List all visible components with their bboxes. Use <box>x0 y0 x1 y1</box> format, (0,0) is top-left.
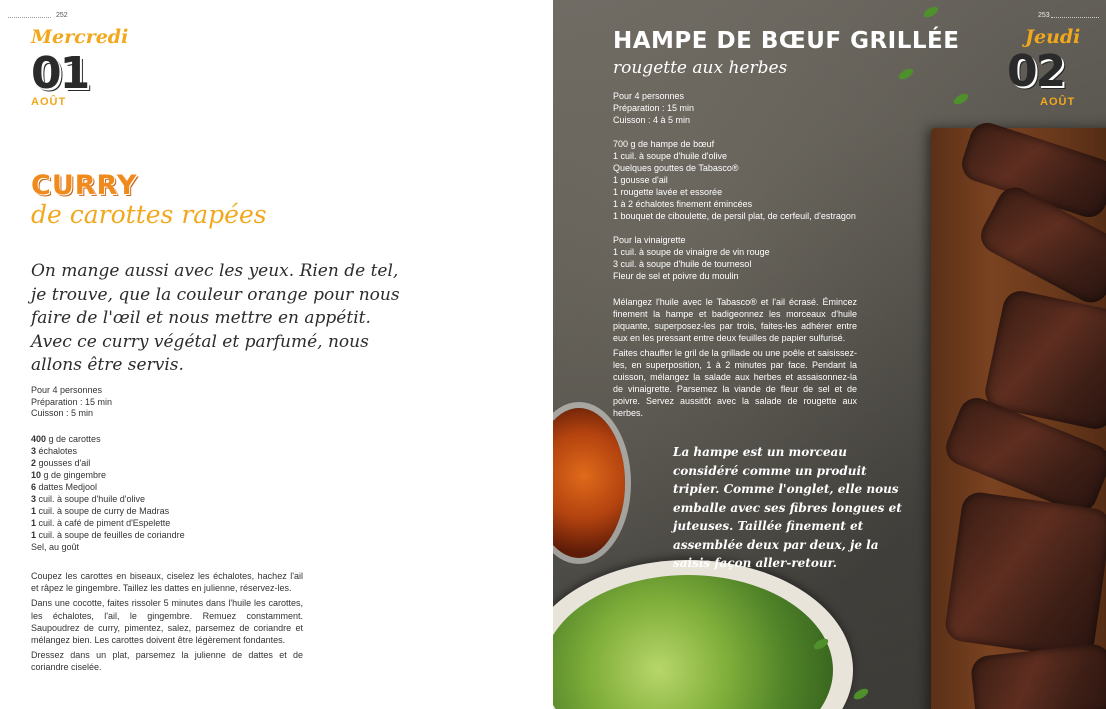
step-paragraph: Dressez dans un plat, parsemez la julienne de dattes et de coriandre ciselée. <box>31 650 303 673</box>
ingredient-list <box>613 138 856 222</box>
herb-leaf <box>922 5 940 20</box>
vinaigrette-heading: Pour la vinaigrette <box>613 235 686 245</box>
ingredient-item: Quelques gouttes de Tabasco® <box>613 163 739 173</box>
ingredient-item: 10 g de gingembre <box>31 470 107 480</box>
steak-slice <box>943 490 1106 659</box>
ingredient-list <box>31 433 185 553</box>
page-number: 252 <box>56 12 68 19</box>
ingredient-item: Fleur de sel et poivre du moulin <box>613 271 739 281</box>
month-label: AOÛT <box>1040 96 1076 108</box>
day-number: 01 <box>31 48 89 99</box>
ingredient-item: 700 g de hampe de bœuf <box>613 139 715 149</box>
step-paragraph: Mélangez l'huile avec le Tabasco® et l'ail écrasé. Émincez finement la hampe et badigeonnez les morceaux d'huile piquante, superposez-les par trois, faites-les adhérer entre eux en les pressant entre deux feuilles de papier sulfurisé. <box>613 297 857 343</box>
ingredient-item: 3 cuil. à soupe d'huile d'olive <box>31 494 146 504</box>
ingredient-item: 1 cuil. à soupe de feuilles de coriandre <box>31 530 185 540</box>
ingredient-item: 1 gousse d'ail <box>613 175 668 185</box>
recipe-subtitle: rougette aux herbes <box>613 58 788 78</box>
page-rule <box>1051 17 1099 18</box>
step-paragraph: Coupez les carottes en biseaux, ciselez les échalotes, hachez l'ail et râpez le gingembre. Taillez les dattes en julienne, réservez-les. <box>31 571 303 594</box>
ingredient-item: 1 à 2 échalotes finement émincées <box>613 199 753 209</box>
ingredient-item: 6 dattes Medjool <box>31 482 98 492</box>
ingredient-item: 3 échalotes <box>31 446 78 456</box>
recipe-meta <box>31 385 112 420</box>
herb-leaf <box>852 687 870 702</box>
page-number: 253 <box>1038 12 1050 19</box>
month-label: AOÛT <box>31 96 67 108</box>
ingredient-item: 1 cuil. à soupe d'huile d'olive <box>613 151 728 161</box>
ingredient-item: 1 cuil. à café de piment d'Espelette <box>31 518 171 528</box>
vinaigrette-list <box>613 234 770 282</box>
recipe-meta <box>613 90 694 126</box>
recipe-steps <box>613 296 857 422</box>
prep-time: Préparation : 15 min <box>613 103 695 113</box>
herb-leaf <box>952 92 970 107</box>
intro-text: On mange aussi avec les yeux. Rien de tel, je trouve, que la couleur orange pour nous faire de l'œil et nous mettre en appétit. Avec ce curry végétal et parfumé, nous allons être servis. <box>31 261 400 375</box>
day-name: Mercredi <box>31 26 129 48</box>
ingredient-item: 1 cuil. à soupe de curry de Madras <box>31 506 170 516</box>
right-page-photo <box>553 0 1106 709</box>
page-rule <box>8 17 51 18</box>
servings: Pour 4 personnes <box>31 385 103 395</box>
recipe-subtitle: de carottes rapées <box>31 200 267 229</box>
ingredient-item: 1 rougette lavée et essorée <box>613 187 723 197</box>
recipe-title: HAMPE DE BŒUF GRILLÉE <box>613 28 960 54</box>
pull-quote: La hampe est un morceau considéré comme un produit tripier. Comme l'onglet, elle nous emballe avec ses fibres longues et juteuses. Taillée finement et assemblée deux par deux, je la saisis façon aller-retour. <box>673 445 902 570</box>
servings: Pour 4 personnes <box>613 91 685 101</box>
day-number: 02 <box>1007 46 1065 97</box>
ingredient-item: 3 cuil. à soupe d'huile de tournesol <box>613 259 752 269</box>
herb-leaf <box>897 67 915 82</box>
ingredient-item: 1 cuil. à soupe de vinaigre de vin rouge <box>613 247 770 257</box>
day-name: Jeudi <box>1025 26 1081 48</box>
prep-time: Préparation : 15 min <box>31 396 113 407</box>
step-paragraph: Faites chauffer le gril de la grillade ou une poêle et saisissez-les, en superposition, 1 à 2 minutes par face. Pendant la cuisson, mélangez la salade aux herbes et assaisonnez-la de vinaigrette. Parsemez la viande de fleur de sel et de poivre. Servez aussitôt avec la salade de rougette aux herbes. <box>613 348 857 418</box>
ingredient-item: Sel, au goût <box>31 542 80 552</box>
ingredient-item: 1 bouquet de ciboulette, de persil plat, de cerfeuil, d'estragon <box>613 211 856 221</box>
sauce-ramekin <box>553 408 625 558</box>
ingredient-item: 400 g de carottes <box>31 434 101 444</box>
recipe-title: CURRY <box>31 170 138 201</box>
recipe-steps <box>31 570 303 677</box>
cook-time: Cuisson : 5 min <box>31 408 94 418</box>
ingredient-item: 2 gousses d'ail <box>31 458 91 468</box>
cook-time: Cuisson : 4 à 5 min <box>613 115 691 125</box>
step-paragraph: Dans une cocotte, faites rissoler 5 minutes dans l'huile les carottes, les échalotes, l'ail, le gingembre. Remuez constamment. Saupoudrez de curry, pimentez, salez, parsemez de coriandre et mélangez bien. Les carottes doivent être légèrement fondantes. <box>31 598 303 646</box>
